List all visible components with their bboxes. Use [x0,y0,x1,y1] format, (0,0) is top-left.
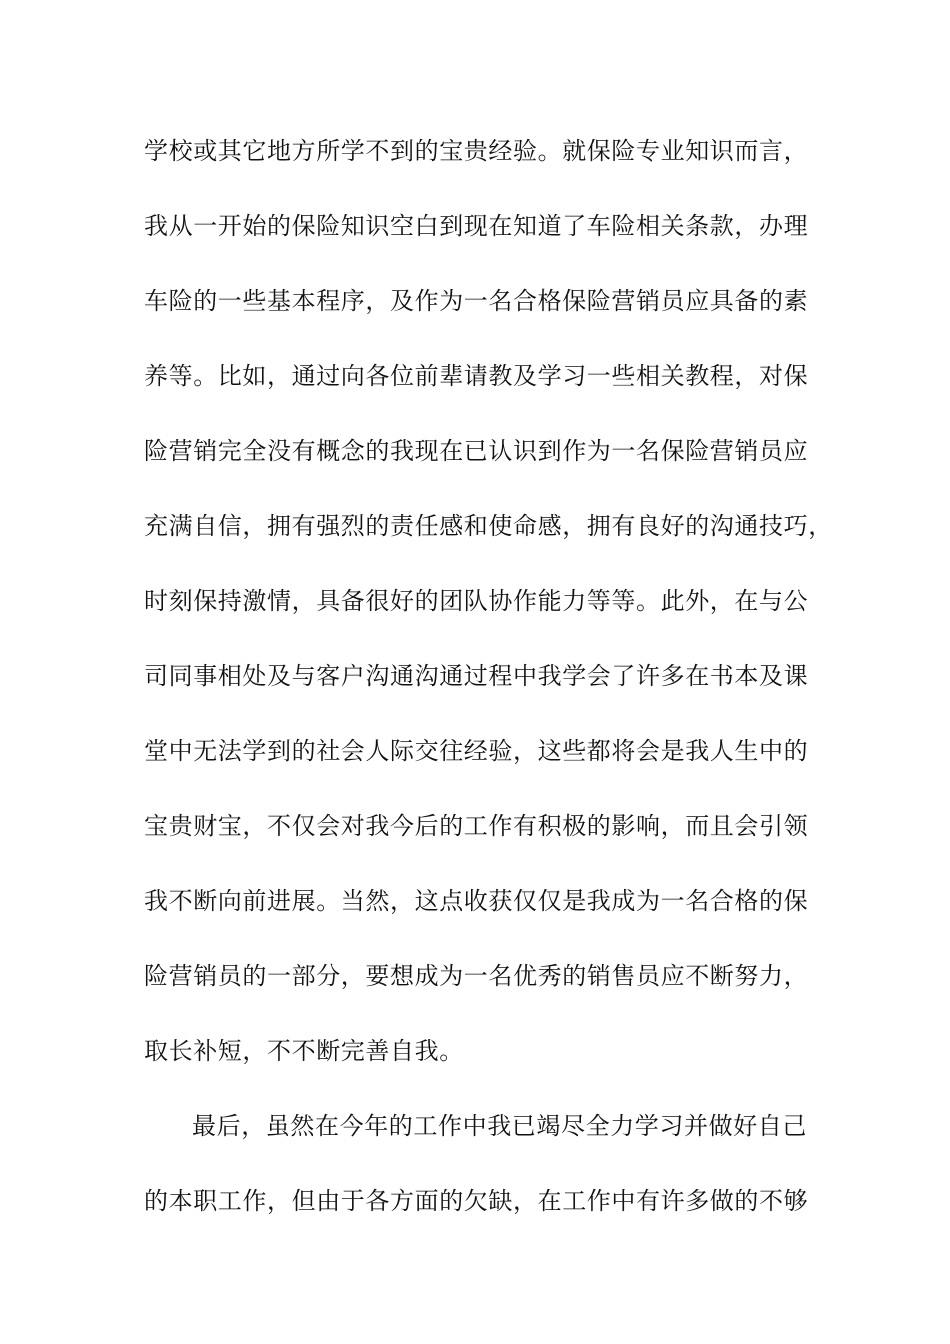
text-line: 我从一开始的保险知识空白到现在知道了车险相关条款，办理 [144,212,809,240]
text-line: 险营销员的一部分，要想成为一名优秀的销售员应不断努力， [144,962,809,990]
text-line: 养等。比如，通过向各位前辈请教及学习一些相关教程，对保 [144,362,809,390]
text-line: 险营销完全没有概念的我现在已认识到作为一名保险营销员应 [144,437,809,465]
paragraph-first-line: 最后，虽然在今年的工作中我已竭尽全力学习并做好自己 [192,1112,807,1140]
text-line: 时刻保持激情，具备很好的团队协作能力等等。此外，在与公 [144,587,809,615]
text-line: 我不断向前进展。当然，这点收获仅仅是我成为一名合格的保 [144,887,809,915]
text-line: 车险的一些基本程序，及作为一名合格保险营销员应具备的素 [144,287,809,315]
text-line: 宝贵财宝，不仅会对我今后的工作有积极的影响，而且会引领 [144,812,809,840]
text-line: 的本职工作，但由于各方面的欠缺，在工作中有许多做的不够 [144,1187,809,1215]
text-line: 堂中无法学到的社会人际交往经验，这些都将会是我人生中的 [144,737,809,765]
text-line: 学校或其它地方所学不到的宝贵经验。就保险专业知识而言， [144,137,809,165]
text-line: 司同事相处及与客户沟通沟通过程中我学会了许多在书本及课 [144,662,809,690]
text-line: 取长补短，不不断完善自我。 [144,1037,464,1065]
text-line: 充满自信，拥有强烈的责任感和使命感，拥有良好的沟通技巧， [144,512,833,540]
